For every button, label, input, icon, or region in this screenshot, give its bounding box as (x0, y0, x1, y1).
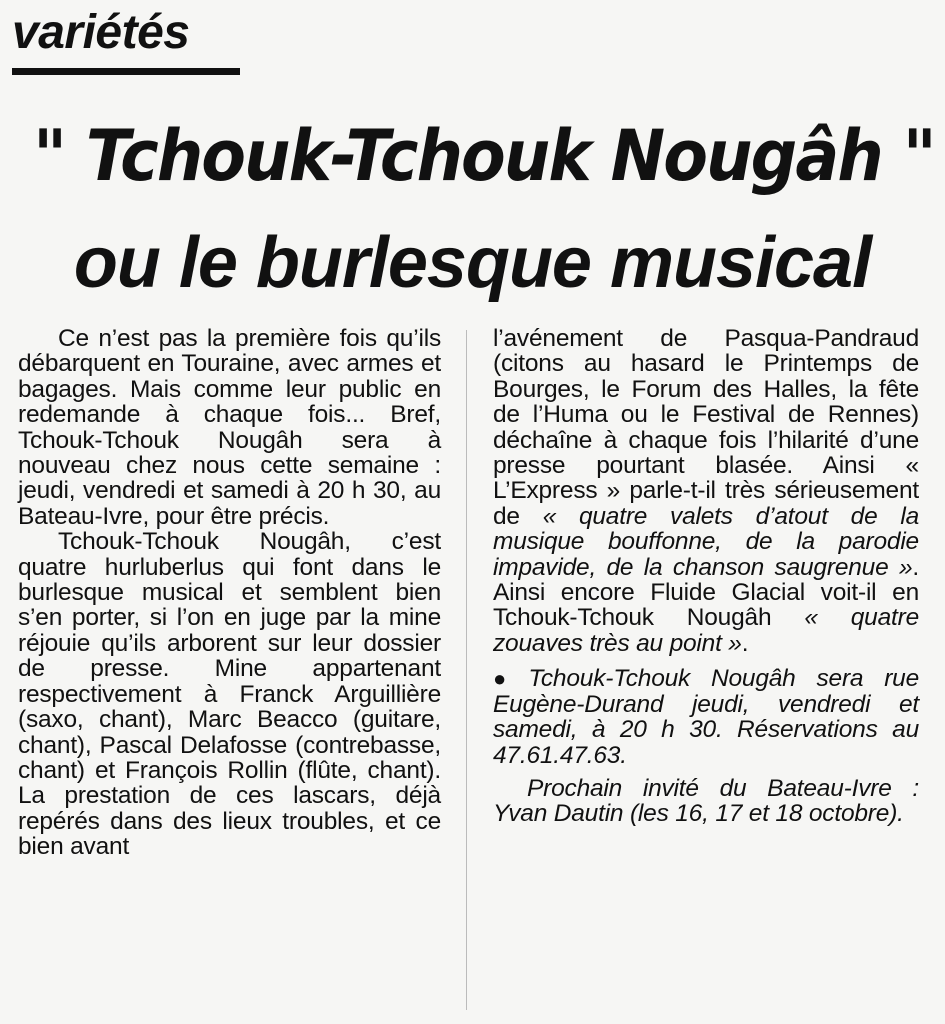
article-column-right (493, 326, 919, 827)
section-rubric: variétés (12, 6, 190, 59)
practical-info (493, 666, 919, 768)
article-paragraph-2: Tchouk-Tchouk Nougâh, c’est quatre hurluberlus qui font dans le burlesque musical et semblent bien s’en porter, si l’on en juge par la mine réjouie qu’ils arborent sur leur dossier de presse. Mine appartenant respectivement à Franck Arguillière (saxo, chant), Marc Beacco (guitare, chant), Pascal Delafosse (contrebasse, chant) et François Rollin (flûte, chant). La prestation de ces lascars, déjà repérés dans des lieux troubles, et ce bien avant (18, 528, 441, 861)
press-quote-fluide-glacial: « quatre zouaves très au point » (493, 604, 919, 657)
bullet-icon: ● (493, 666, 521, 692)
next-guest-note: Prochain invité du Bateau-Ivre : Yvan Dautin (les 16, 17 et 18 octobre). (493, 774, 919, 828)
press-quote-express: « quatre valets d’atout de la musique bouffonne, de la parodie impavide, de la chanson saugrenue » (493, 502, 919, 581)
practical-info-text: Tchouk-Tchouk Nougâh sera rue Eugène-Durand jeudi, vendredi et samedi, à 20 h 30. Réservations au 47.61.47.63. (493, 665, 920, 769)
article-column-left (18, 326, 441, 860)
headline-line-1: " Tchouk-Tchouk Nougâh " (33, 115, 935, 197)
continued-text-end: . (741, 629, 749, 657)
headline-line-2: ou le burlesque musical (73, 223, 872, 303)
article-paragraph-1: Ce n’est pas la première fois qu’ils débarquent en Touraine, avec armes et bagages. Mais comme leur public en redemande à chaque fois... Bref, Tchouk-Tchouk Nougâh sera à nouveau chez nous cette semaine : jeudi, vendredi et samedi à 20 h 30, au Bateau-Ivre, pour être précis. (18, 325, 441, 530)
rubric-underline (12, 68, 240, 75)
column-divider (466, 330, 467, 1010)
continued-text-a: l’avénement de Pasqua-Pandraud (citons au hasard le Printemps de Bourges, le Forum des Halles, la fête de l’Huma ou le Festival de Rennes) déchaîne à chaque fois l’hilarité d’une presse pourtant blasée. Ainsi « L’Express » parle-t-il très sérieusement de (493, 325, 919, 530)
continued-text-b: . Ainsi encore Fluide Glacial voit-il en Tchouk-Tchouk Nougâh (493, 553, 919, 632)
article-paragraph-2-continued (493, 326, 919, 656)
